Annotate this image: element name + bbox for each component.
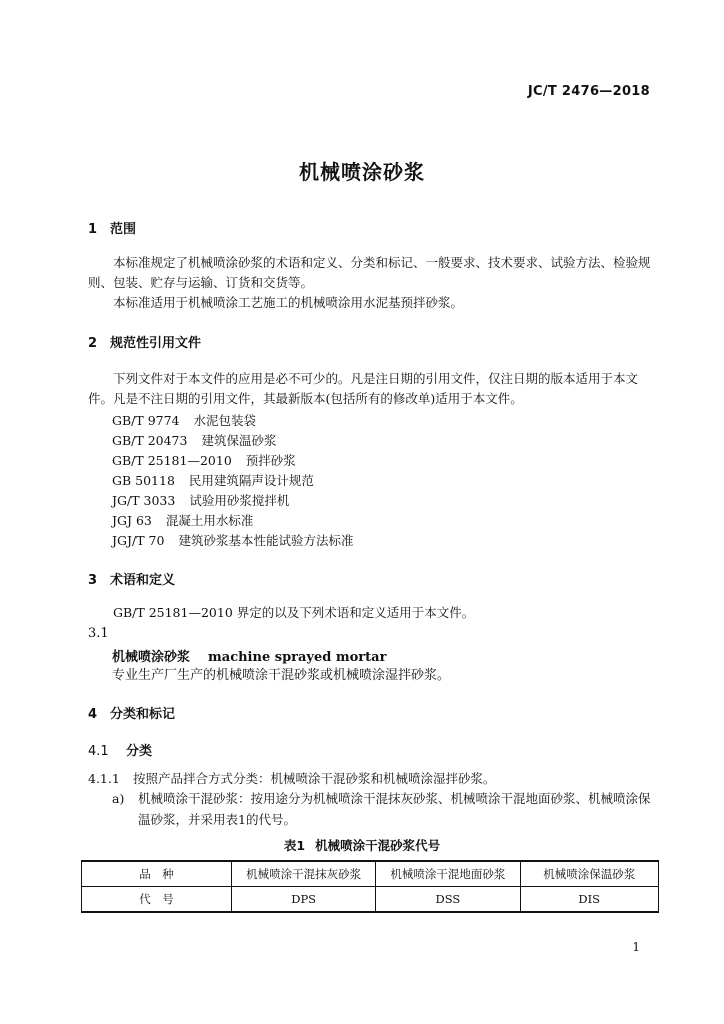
reference-item: GB 50118 民用建筑隔声设计规范 (112, 473, 314, 488)
table-caption-number: 表1 (283, 838, 306, 853)
code-table (81, 860, 659, 913)
clause-text: 按照产品拌合方式分类：机械喷涂干混砂浆和机械喷涂湿拌砂浆。 (133, 771, 496, 786)
reference-item: GB/T 9774 水泥包装袋 (112, 413, 257, 428)
table-caption-title: 机械喷涂干混砂浆代号 (315, 838, 441, 853)
table-row (82, 861, 659, 887)
table-header-cell: 品 种 (82, 861, 232, 887)
term-entry (112, 646, 386, 665)
section-title: 术语和定义 (110, 573, 176, 588)
section-number: 2 (88, 336, 98, 351)
table-cell: DSS (376, 887, 520, 913)
table-caption (0, 836, 724, 854)
table-cell: 机械喷涂干混抹灰砂浆 (232, 861, 376, 887)
section-1-heading (88, 218, 136, 237)
section-number: 1 (88, 222, 98, 237)
subsection-title: 分类 (126, 744, 153, 759)
list-label: a) (112, 791, 125, 806)
subsection-heading (88, 740, 152, 759)
table-cell: DIS (520, 887, 658, 913)
section-number: 4 (88, 707, 98, 722)
reference-item: JGJ 63 混凝土用水标准 (112, 513, 254, 528)
clause-4-1-1 (88, 769, 496, 787)
reference-item: GB/T 25181—2010 预拌砂浆 (112, 453, 296, 468)
section-2-paragraph-1: 下列文件对于本文件的应用是必不可少的。凡是注日期的引用文件，仅注日期的版本适用于本文件。凡是不注日期的引用文件，其最新版本(包括所有的修改单)适用于本文件。 (88, 371, 639, 406)
table-cell: 机械喷涂干混地面砂浆 (376, 861, 520, 887)
section-4-heading (88, 703, 175, 722)
section-3-heading (88, 569, 175, 588)
term-definition: 专业生产厂生产的机械喷涂干混砂浆或机械喷涂湿拌砂浆。 (112, 668, 451, 683)
document-number: JC/T 2476—2018 (527, 84, 650, 99)
list-text: 机械喷涂干混砂浆：按用途分为机械喷涂干混抹灰砂浆、机械喷涂干混地面砂浆、机械喷涂保温砂浆，并采用表1的代号。 (138, 791, 651, 827)
section-3-paragraph-1: GB/T 25181—2010 界定的以及下列术语和定义适用于本文件。 (113, 605, 475, 620)
reference-item: JGJ/T 70 建筑砂浆基本性能试验方法标准 (112, 533, 354, 548)
reference-item: JG/T 3033 试验用砂浆搅拌机 (112, 493, 290, 508)
section-number: 3 (88, 573, 98, 588)
subsection-number: 4.1 (88, 744, 109, 759)
table-cell: 机械喷涂保温砂浆 (520, 861, 658, 887)
section-title: 规范性引用文件 (110, 336, 202, 351)
section-2-heading (88, 332, 201, 351)
table-cell: DPS (232, 887, 376, 913)
section-1-paragraph-2: 本标准适用于机械喷涂工艺施工的机械喷涂用水泥基预拌砂浆。 (113, 295, 464, 310)
section-1-paragraph-1: 本标准规定了机械喷涂砂浆的术语和定义、分类和标记、一般要求、技术要求、试验方法、检验规则、包装、贮存与运输、订货和交货等。 (88, 255, 651, 290)
table-row (82, 887, 659, 913)
page-number: 1 (632, 940, 640, 954)
clause-number: 4.1.1 (88, 771, 120, 786)
reference-item: GB/T 20473 建筑保温砂浆 (112, 433, 277, 448)
page-title: 机械喷涂砂浆 (299, 160, 425, 184)
list-item-a (112, 788, 657, 830)
section-title: 分类和标记 (110, 707, 176, 722)
section-title: 范围 (110, 222, 137, 237)
table-header-cell: 代 号 (82, 887, 232, 913)
term-english: machine sprayed mortar (208, 650, 387, 665)
term-chinese: 机械喷涂砂浆 (112, 650, 191, 665)
term-number: 3.1 (88, 626, 109, 641)
